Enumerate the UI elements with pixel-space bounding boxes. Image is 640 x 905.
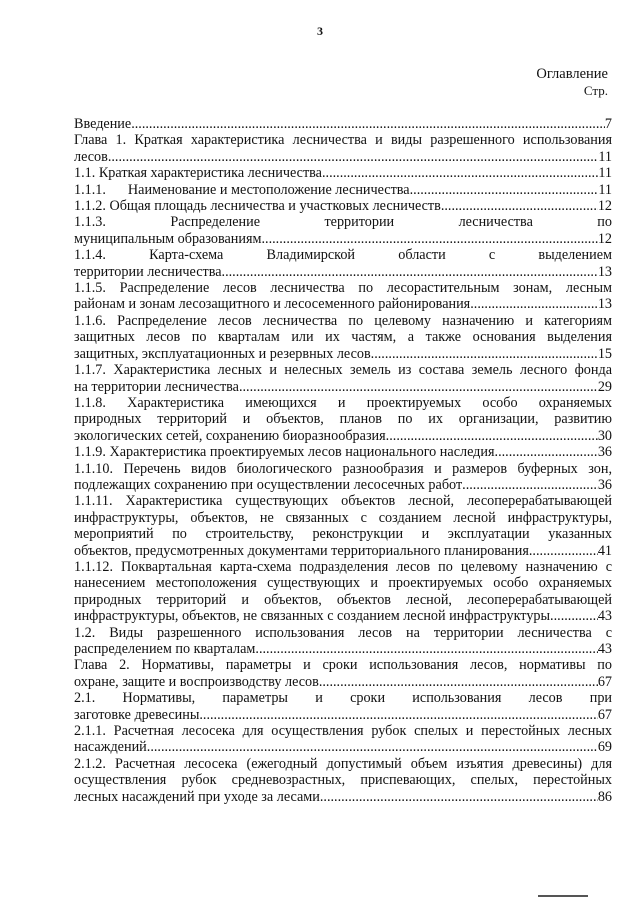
toc-entry-line: 1.1.8. Характеристика имеющихся и проектируемых особо охраняемых (74, 394, 612, 411)
toc-entry-title: на территории лесничества (74, 378, 239, 395)
toc-entry-line: Глава 2. Нормативы, параметры и сроки использования лесов, нормативы по (74, 657, 612, 674)
toc-page-number: 13 (597, 296, 612, 313)
toc-entry[interactable] (74, 280, 612, 313)
toc-entry-line: 1.1.4. Карта-схема Владимирской области с выделением (74, 247, 612, 264)
toc-page-number: 43 (597, 641, 612, 657)
toc-leader-dots (441, 198, 598, 214)
toc-leader-dots (386, 428, 598, 444)
toc-entry-line: 1.1.5. Распределение лесов лесничества по лесорастительным зонам, лесным (74, 280, 612, 297)
toc-entry-title: охране, защите и воспроизводству лесов (74, 673, 319, 690)
toc-page-number: 12 (597, 198, 612, 215)
toc-page-number: 13 (597, 263, 612, 280)
toc-page-number: 12 (597, 230, 612, 247)
toc-heading-block (536, 66, 608, 99)
toc-entry-line: 1.1.7. Характеристика лесных и нелесных земель из состава земель лесного фонда (74, 362, 612, 379)
toc-entry-line: 1.1.3. Распределение территории лесничества по (74, 214, 612, 231)
toc-entry-last-line (74, 231, 612, 247)
toc-entry-last-line (74, 477, 612, 493)
toc-entry-last-line (74, 149, 612, 165)
toc-entry-line: нанесением местоположения существующих и проектируемых особо охраняемых (74, 575, 612, 592)
toc-entry-last-line (74, 116, 612, 132)
toc-page-number: 69 (597, 739, 612, 756)
toc-page-number: 67 (597, 706, 612, 723)
toc-page-number: 36 (597, 476, 612, 493)
toc-entry-title: районам и зонам лесозащитного и лесосеменного районирования (74, 296, 471, 313)
toc-entry[interactable] (74, 461, 612, 494)
toc-entry-title: муниципальным образованиям (74, 230, 262, 247)
toc-leader-dots (550, 608, 598, 624)
toc-entry-last-line (74, 608, 612, 624)
toc-entry[interactable] (74, 493, 612, 559)
toc-entry-last-line (74, 296, 612, 312)
toc-entry[interactable] (74, 723, 612, 756)
toc-entry-line: мероприятий по строительству, реконструкции и эксплуатации указанных (74, 526, 612, 543)
toc-entry-line: защитных лесов по кварталам или их частям, а также основания выделения (74, 329, 612, 346)
toc-entry-last-line (74, 543, 612, 559)
toc-entry-title: 1.1. Краткая характеристика лесничества (74, 165, 322, 182)
toc-entry-line: Глава 1. Краткая характеристика лесничества и виды разрешенного использования (74, 132, 612, 149)
toc-leader-dots (495, 444, 598, 460)
toc-page-number: 11 (598, 165, 612, 182)
toc-entry[interactable] (74, 362, 612, 395)
toc-leader-dots (261, 231, 597, 247)
toc-leader-dots (322, 165, 598, 181)
toc-entry-title: инфраструктуры, объектов, не связанных с созданием лесной инфраструктуры (74, 608, 551, 625)
page-number: 3 (317, 24, 323, 38)
toc-entry-title: Введение (74, 116, 132, 132)
toc-leader-dots (108, 149, 599, 165)
table-of-contents (74, 116, 612, 805)
toc-page-number: 43 (597, 608, 612, 625)
toc-entry[interactable] (74, 395, 612, 444)
toc-entry-last-line (74, 264, 612, 280)
toc-entry-line: 1.1.12. Поквартальная карта-схема подразделения лесов по целевому назначению с (74, 558, 612, 575)
toc-entry-last-line (74, 428, 612, 444)
toc-entry[interactable] (74, 214, 612, 247)
toc-page-number: 7 (604, 116, 612, 132)
toc-entry-title: подлежащих сохранению при осуществлении лесосечных работ (74, 476, 463, 493)
toc-leader-dots (222, 264, 598, 280)
toc-entry-title: лесов (74, 148, 108, 165)
toc-page-number: 36 (597, 444, 612, 461)
page-column-label: Стр. (583, 83, 608, 98)
toc-entry-line: 1.2. Виды разрешенного использования лесов на территории лесничества с (74, 624, 612, 641)
toc-entry-title: объектов, предусмотренных документами территориального планирования (74, 542, 529, 559)
toc-entry[interactable] (74, 690, 612, 723)
toc-leader-dots (319, 674, 598, 690)
toc-entry[interactable] (74, 444, 612, 460)
toc-entry-line: инфраструктуры, объектов, не связанных с созданием лесной инфраструктуры, (74, 509, 612, 526)
toc-leader-dots (470, 296, 598, 312)
toc-entry-last-line (74, 444, 612, 460)
toc-entry-title: 1.1.2. Общая площадь лесничества и участковых лесничеств (74, 198, 441, 215)
toc-leader-dots (147, 739, 598, 755)
toc-page-number: 11 (598, 148, 612, 165)
toc-entry-last-line (74, 346, 612, 362)
toc-entry-line: 1.1.6. Распределение лесов лесничества по целевому назначению и категориям (74, 312, 612, 329)
toc-page-number: 86 (597, 788, 612, 805)
toc-entry-last-line (74, 789, 612, 805)
toc-entry-title: лесных насаждений при уходе за лесами (74, 788, 320, 805)
toc-page-number: 67 (597, 673, 612, 690)
toc-entry-title: распределением по кварталам (74, 641, 256, 657)
toc-entry[interactable] (74, 313, 612, 362)
toc-page-number: 11 (598, 181, 612, 198)
toc-entry-last-line (74, 379, 612, 395)
footer-mark (538, 895, 588, 897)
toc-entry-title: Наименование и местоположение лесничества (127, 181, 410, 198)
toc-entry-line: 2.1. Нормативы, параметры и сроки использования лесов при (74, 690, 612, 707)
toc-leader-dots (529, 543, 598, 559)
toc-entry[interactable] (74, 132, 612, 165)
toc-entry-line: 1.1.10. Перечень видов биологического разнообразия и размеров буферных зон, (74, 460, 612, 477)
toc-entry-title: экологических сетей, сохранению биоразнообразия (74, 427, 386, 444)
toc-leader-dots (371, 346, 598, 362)
toc-entry[interactable] (74, 165, 612, 181)
toc-entry[interactable] (74, 247, 612, 280)
toc-leader-dots (410, 182, 599, 198)
toc-entry-line: осуществления рубок средневозрастных, приспевающих, спелых, перестойных (74, 772, 612, 789)
toc-leader-dots (462, 477, 598, 493)
toc-entry-line: 2.1.1. Расчетная лесосека для осуществления рубок спелых и перестойных лесных (74, 723, 612, 740)
toc-entry-line: 1.1.11. Характеристика существующих объектов лесной, лесоперерабатывающей (74, 493, 612, 510)
toc-entry-title: насаждений (74, 739, 147, 756)
toc-entry-title: 1.1.9. Характеристика проектируемых лесов национального наследия (74, 444, 495, 461)
toc-leader-dots (199, 707, 597, 723)
toc-entry[interactable] (74, 625, 612, 658)
toc-entry-title: защитных, эксплуатационных и резервных лесов (74, 345, 371, 362)
toc-leader-dots (131, 116, 605, 132)
toc-entry-line: 2.1.2. Расчетная лесосека (ежегодный допустимый объем изъятия древесины) для (74, 755, 612, 772)
toc-entry[interactable] (74, 657, 612, 690)
toc-title: Оглавление (536, 66, 608, 82)
toc-entry[interactable] (74, 559, 612, 625)
toc-entry-title: заготовке древесины (74, 706, 200, 723)
toc-page-number: 41 (597, 542, 612, 559)
toc-page-number: 30 (597, 427, 612, 444)
toc-entry-number: 1.1.1. (74, 181, 106, 198)
toc-page-number: 29 (597, 378, 612, 395)
toc-entry-last-line (74, 739, 612, 755)
toc-entry-title: территории лесничества (74, 263, 222, 280)
toc-entry-line: природных территорий и объектов, объектов лесной, лесоперерабатывающей (74, 591, 612, 608)
toc-entry-last-line (74, 674, 612, 690)
toc-entry[interactable] (74, 182, 612, 198)
toc-entry-last-line (74, 641, 612, 657)
toc-entry-last-line (74, 165, 612, 181)
toc-leader-dots (320, 789, 598, 805)
toc-entry[interactable] (74, 198, 612, 214)
toc-entry-line: природных территорий и объектов, планов по их организации, развитию (74, 411, 612, 428)
toc-leader-dots (239, 379, 598, 395)
toc-entry[interactable] (74, 116, 612, 132)
toc-entry-last-line (74, 707, 612, 723)
toc-leader-dots (255, 641, 597, 657)
toc-entry[interactable] (74, 756, 612, 805)
toc-page-number: 15 (597, 345, 612, 362)
toc-entry-last-line (74, 182, 612, 198)
toc-entry-last-line (74, 198, 612, 214)
